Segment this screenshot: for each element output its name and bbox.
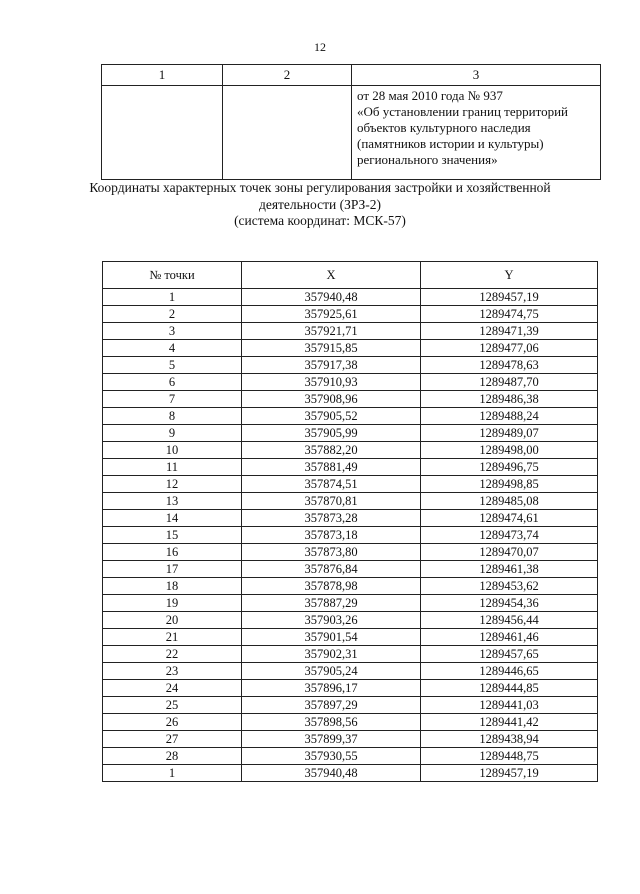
- y-coordinate-cell: 1289489,07: [421, 425, 598, 442]
- table-row: [103, 289, 598, 306]
- table-row: [103, 527, 598, 544]
- point-number-cell: 1: [103, 765, 242, 782]
- y-coordinate-cell: 1289457,19: [421, 765, 598, 782]
- table-row: [103, 595, 598, 612]
- table-row: [103, 612, 598, 629]
- coordinates-table-body: [103, 289, 598, 782]
- point-number-cell: 10: [103, 442, 242, 459]
- table-row: [103, 306, 598, 323]
- x-coordinate-cell: 357917,38: [242, 357, 421, 374]
- x-coordinate-cell: 357915,85: [242, 340, 421, 357]
- table-row: [103, 646, 598, 663]
- point-number-cell: 24: [103, 680, 242, 697]
- table-row: [103, 748, 598, 765]
- point-number-cell: 28: [103, 748, 242, 765]
- decree-line: (памятников истории и культуры): [357, 136, 544, 151]
- y-coordinate-cell: 1289478,63: [421, 357, 598, 374]
- point-number-cell: 7: [103, 391, 242, 408]
- table-row: [103, 493, 598, 510]
- point-number-cell: 17: [103, 561, 242, 578]
- header-point-number: № точки: [103, 262, 242, 289]
- y-coordinate-cell: 1289487,70: [421, 374, 598, 391]
- point-number-cell: 8: [103, 408, 242, 425]
- x-coordinate-cell: 357873,18: [242, 527, 421, 544]
- y-coordinate-cell: 1289471,39: [421, 323, 598, 340]
- coordinates-table: [102, 261, 598, 782]
- x-coordinate-cell: 357925,61: [242, 306, 421, 323]
- column-number-3: 3: [352, 65, 601, 86]
- x-coordinate-cell: 357902,31: [242, 646, 421, 663]
- point-number-cell: 23: [103, 663, 242, 680]
- y-coordinate-cell: 1289461,46: [421, 629, 598, 646]
- y-coordinate-cell: 1289470,07: [421, 544, 598, 561]
- column-number-2: 2: [223, 65, 352, 86]
- table-row: [103, 425, 598, 442]
- empty-cell-1: [102, 86, 223, 180]
- table-row: [103, 629, 598, 646]
- table-row: [103, 408, 598, 425]
- table-row: [103, 357, 598, 374]
- x-coordinate-cell: 357896,17: [242, 680, 421, 697]
- continuation-table: [101, 64, 601, 180]
- header-y: Y: [421, 262, 598, 289]
- point-number-cell: 2: [103, 306, 242, 323]
- column-number-1: 1: [102, 65, 223, 86]
- heading-line: Координаты характерных точек зоны регулирования застройки и хозяйственной: [89, 180, 551, 195]
- table-row: [103, 544, 598, 561]
- x-coordinate-cell: 357899,37: [242, 731, 421, 748]
- decree-line: объектов культурного наследия: [357, 120, 531, 135]
- x-coordinate-cell: 357940,48: [242, 289, 421, 306]
- x-coordinate-cell: 357901,54: [242, 629, 421, 646]
- y-coordinate-cell: 1289441,42: [421, 714, 598, 731]
- y-coordinate-cell: 1289473,74: [421, 527, 598, 544]
- point-number-cell: 19: [103, 595, 242, 612]
- y-coordinate-cell: 1289448,75: [421, 748, 598, 765]
- y-coordinate-cell: 1289457,65: [421, 646, 598, 663]
- point-number-cell: 12: [103, 476, 242, 493]
- table-row: [103, 765, 598, 782]
- x-coordinate-cell: 357876,84: [242, 561, 421, 578]
- x-coordinate-cell: 357930,55: [242, 748, 421, 765]
- x-coordinate-cell: 357897,29: [242, 697, 421, 714]
- table-row: [103, 459, 598, 476]
- y-coordinate-cell: 1289444,85: [421, 680, 598, 697]
- y-coordinate-cell: 1289486,38: [421, 391, 598, 408]
- y-coordinate-cell: 1289498,85: [421, 476, 598, 493]
- x-coordinate-cell: 357878,98: [242, 578, 421, 595]
- x-coordinate-cell: 357887,29: [242, 595, 421, 612]
- point-number-cell: 27: [103, 731, 242, 748]
- x-coordinate-cell: 357903,26: [242, 612, 421, 629]
- decree-reference-cell: [352, 86, 601, 180]
- point-number-cell: 25: [103, 697, 242, 714]
- y-coordinate-cell: 1289454,36: [421, 595, 598, 612]
- decree-line: регионального значения»: [357, 152, 498, 167]
- x-coordinate-cell: 357873,28: [242, 510, 421, 527]
- point-number-cell: 3: [103, 323, 242, 340]
- table-row: [103, 391, 598, 408]
- y-coordinate-cell: 1289488,24: [421, 408, 598, 425]
- x-coordinate-cell: 357910,93: [242, 374, 421, 391]
- table-row: [103, 680, 598, 697]
- x-coordinate-cell: 357898,56: [242, 714, 421, 731]
- x-coordinate-cell: 357921,71: [242, 323, 421, 340]
- y-coordinate-cell: 1289498,00: [421, 442, 598, 459]
- y-coordinate-cell: 1289474,75: [421, 306, 598, 323]
- table-row: [103, 323, 598, 340]
- x-coordinate-cell: 357870,81: [242, 493, 421, 510]
- x-coordinate-cell: 357905,99: [242, 425, 421, 442]
- coordinates-table-header: [103, 262, 598, 289]
- point-number-cell: 1: [103, 289, 242, 306]
- continuation-table-row: [102, 86, 601, 180]
- x-coordinate-cell: 357882,20: [242, 442, 421, 459]
- x-coordinate-cell: 357905,24: [242, 663, 421, 680]
- table-row: [103, 731, 598, 748]
- y-coordinate-cell: 1289453,62: [421, 578, 598, 595]
- point-number-cell: 22: [103, 646, 242, 663]
- point-number-cell: 14: [103, 510, 242, 527]
- table-row: [103, 697, 598, 714]
- x-coordinate-cell: 357873,80: [242, 544, 421, 561]
- y-coordinate-cell: 1289446,65: [421, 663, 598, 680]
- table-row: [103, 476, 598, 493]
- header-x: X: [242, 262, 421, 289]
- y-coordinate-cell: 1289456,44: [421, 612, 598, 629]
- table-row: [103, 714, 598, 731]
- table-row: [103, 561, 598, 578]
- decree-line: «Об установлении границ территорий: [357, 104, 568, 119]
- point-number-cell: 16: [103, 544, 242, 561]
- decree-line: от 28 мая 2010 года № 937: [357, 88, 503, 103]
- continuation-table-header: [102, 65, 601, 86]
- y-coordinate-cell: 1289441,03: [421, 697, 598, 714]
- point-number-cell: 6: [103, 374, 242, 391]
- y-coordinate-cell: 1289477,06: [421, 340, 598, 357]
- point-number-cell: 4: [103, 340, 242, 357]
- x-coordinate-cell: 357881,49: [242, 459, 421, 476]
- x-coordinate-cell: 357905,52: [242, 408, 421, 425]
- point-number-cell: 5: [103, 357, 242, 374]
- point-number-cell: 9: [103, 425, 242, 442]
- point-number-cell: 20: [103, 612, 242, 629]
- table-row: [103, 578, 598, 595]
- y-coordinate-cell: 1289438,94: [421, 731, 598, 748]
- heading-line: деятельности (ЗРЗ-2): [258, 196, 382, 212]
- y-coordinate-cell: 1289496,75: [421, 459, 598, 476]
- point-number-cell: 21: [103, 629, 242, 646]
- y-coordinate-cell: 1289457,19: [421, 289, 598, 306]
- point-number-cell: 15: [103, 527, 242, 544]
- empty-cell-2: [223, 86, 352, 180]
- heading-line: (система координат: МСК-57): [234, 213, 406, 228]
- point-number-cell: 13: [103, 493, 242, 510]
- y-coordinate-cell: 1289461,38: [421, 561, 598, 578]
- table-row: [103, 340, 598, 357]
- x-coordinate-cell: 357874,51: [242, 476, 421, 493]
- y-coordinate-cell: 1289485,08: [421, 493, 598, 510]
- point-number-cell: 26: [103, 714, 242, 731]
- table-row: [103, 374, 598, 391]
- x-coordinate-cell: 357940,48: [242, 765, 421, 782]
- table-row: [103, 510, 598, 527]
- point-number-cell: 11: [103, 459, 242, 476]
- table-row: [103, 442, 598, 459]
- page-number: 12: [314, 40, 326, 54]
- point-number-cell: 18: [103, 578, 242, 595]
- section-heading: [0, 180, 640, 230]
- y-coordinate-cell: 1289474,61: [421, 510, 598, 527]
- table-row: [103, 663, 598, 680]
- x-coordinate-cell: 357908,96: [242, 391, 421, 408]
